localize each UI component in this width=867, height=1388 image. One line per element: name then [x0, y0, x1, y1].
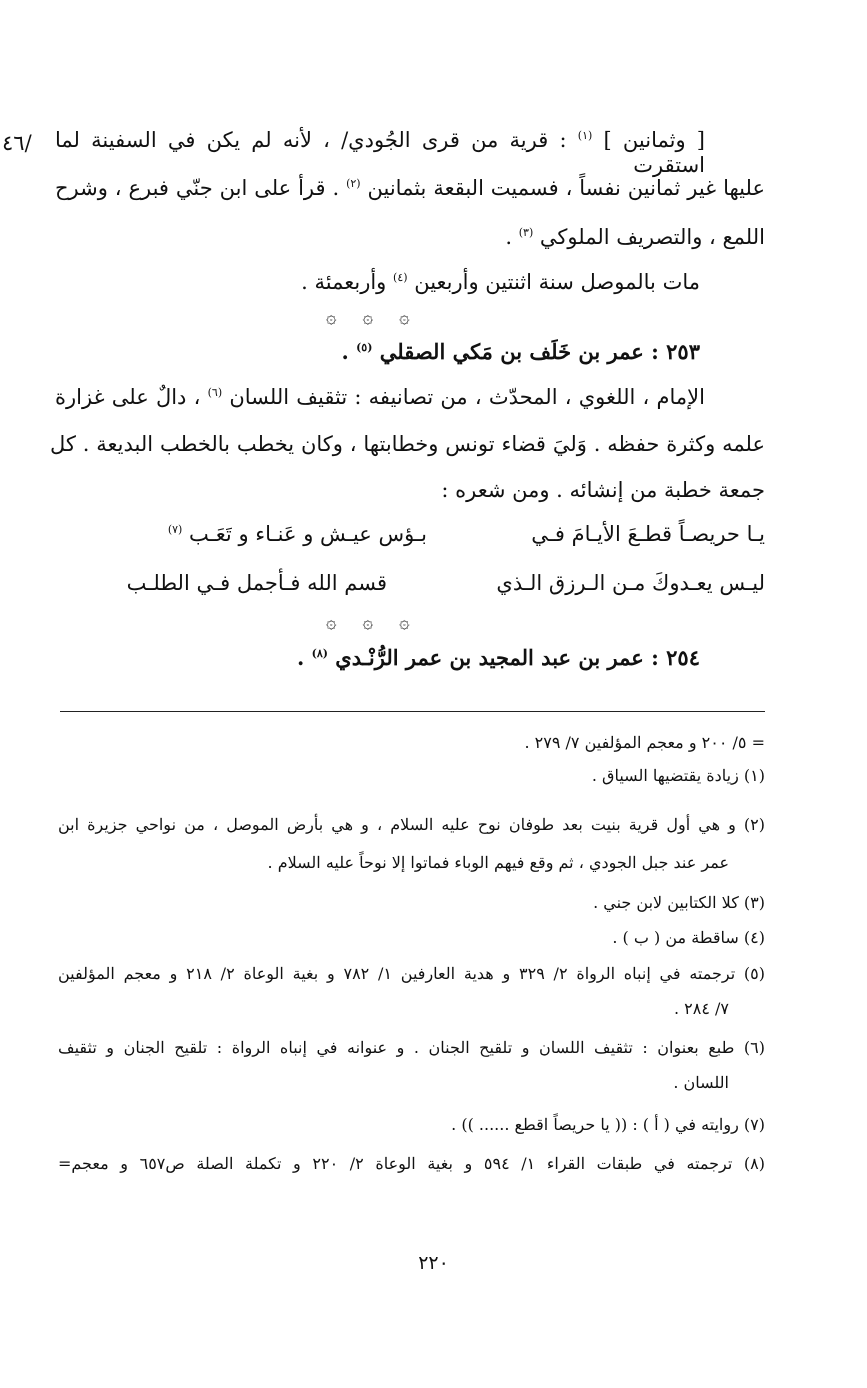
- text-segment: ٢٥٣ : عمر بن خَلَف بن مَكي الصقلي: [379, 339, 700, 364]
- footnote-3: (٣) كلا الكتابين لابن جني .: [593, 893, 765, 912]
- body-line-2: [55, 176, 765, 201]
- footnote-2-continued: عمر عند جبل الجودي ، ثم وقع فيهم الوباء فماتوا إلا نوحاً عليه السلام .: [267, 853, 729, 872]
- body-line-8: [441, 478, 765, 503]
- separator-ornament: ۞: [326, 612, 337, 633]
- text-segment: .: [505, 225, 513, 249]
- text-segment: بـؤس عيـش و عَنـاء و تَعَـب: [189, 522, 427, 546]
- separator-ornament: ۞: [362, 307, 374, 328]
- page-number: ٢٢٠: [418, 1252, 449, 1274]
- verse-1-first-hemistich: يـا حريصـاً قطـعَ الأيـامَ فـي: [531, 522, 765, 546]
- body-line-7: [50, 432, 765, 457]
- footnote-ref: (٨): [311, 647, 328, 660]
- footnote-ref: (٣): [518, 226, 534, 239]
- text-segment: . قرأ على ابن جنّي فبرع ، وشرح: [55, 176, 340, 200]
- footnote-ref: (٧): [167, 523, 183, 536]
- footnote-ref: (٥): [356, 341, 373, 354]
- verse-2-second-hemistich: قسم الله فـأجمل فـي الطلـب: [126, 571, 387, 595]
- text-segment: ، دالٌ على غزارة: [55, 385, 201, 409]
- footnote-ref: (١): [577, 129, 593, 142]
- text-segment: جمعة خطبة من إنشائه . ومن شعره :: [441, 478, 765, 502]
- text-segment: ٢٥٤ : عمر بن عبد المجيد بن عمر الرُّنْـدي: [335, 645, 700, 670]
- verse-2-first-hemistich: ليـس يعـدوكَ مـن الـرزق الـذي: [496, 571, 765, 595]
- body-line-1: [55, 128, 705, 178]
- text-segment: وأربعمئة .: [301, 270, 387, 294]
- footnote-5: (٥) ترجمته في إنباه الرواة ٢/ ٣٢٩ و هدية العارفين ١/ ٧٨٢ و بغية الوعاة ٢/ ٢١٨ و معجم المؤلفين: [58, 964, 765, 983]
- text-segment: علمه وكثرة حفظه . وَليَ قضاء تونس وخطابتها ، وكان يخطب بالخطب البديعة . كل: [50, 432, 765, 456]
- text-segment: عليها غير ثمانين نفساً ، فسميت البقعة بثمانين: [367, 176, 765, 200]
- entry-heading-253: [341, 339, 700, 364]
- body-line-4: [301, 270, 700, 295]
- footnote-ref: (٢): [346, 177, 361, 190]
- text-segment: اللمع ، والتصريف الملوكي: [539, 225, 765, 249]
- footnote-divider: [60, 711, 765, 712]
- footnote-5-continued: ٧/ ٢٨٤ .: [673, 999, 729, 1018]
- footnote-7: (٧) روايته في ( أ ) : (( يا حريصاً اقطع ...... )) .: [451, 1115, 765, 1134]
- separator-ornament: ۞: [326, 307, 337, 328]
- footnote-ref: (٦): [207, 386, 223, 399]
- separator-ornament: ۞: [399, 612, 410, 633]
- text-segment: [ وثمانين ]: [603, 128, 705, 152]
- footnote-2: (٢) و هي أول قرية بنيت بعد طوفان نوح عليه السلام ، و هي بأرض الموصل ، من نواحي جزيرة ابن: [58, 815, 766, 834]
- footnote-continuation: = ٥/ ٢٠٠ و معجم المؤلفين ٧/ ٢٧٩ .: [524, 733, 765, 752]
- footnote-6-continued: اللسان .: [673, 1073, 729, 1092]
- text-segment: : قرية من قرى الجُودي/ ، لأنه لم يكن في السفينة لما استقرت: [55, 128, 705, 178]
- body-line-3: [505, 225, 765, 250]
- separator-ornament: ۞: [362, 612, 374, 633]
- margin-page-marker: ٤٦/: [2, 131, 32, 155]
- section-separator: [326, 309, 410, 327]
- verse-1-second-hemistich: [168, 522, 427, 547]
- section-separator: [326, 614, 410, 632]
- footnote-6: (٦) طبع بعنوان : تثقيف اللسان و تلقيح الجنان . و عنوانه في إنباه الرواة : تلقيح الجنان و تثقيف: [58, 1038, 765, 1057]
- footnote-1: (١) زيادة يقتضيها السياق .: [591, 766, 765, 785]
- entry-heading-254: [297, 645, 700, 670]
- text-segment: .: [296, 645, 305, 670]
- footnote-8: (٨) ترجمته في طبقات القراء ١/ ٥٩٤ و بغية الوعاة ٢/ ٢٢٠ و تكملة الصلة ص٦٥٧ و معجم=: [58, 1154, 765, 1173]
- text-segment: .: [341, 339, 349, 364]
- text-segment: الإمام ، اللغوي ، المحدّث ، من تصانيفه : تثقيف اللسان: [229, 385, 705, 409]
- separator-ornament: ۞: [399, 307, 410, 328]
- body-line-6: [55, 385, 705, 410]
- footnote-ref: (٤): [393, 271, 408, 284]
- text-segment: مات بالموصل سنة اثنتين وأربعين: [414, 270, 700, 294]
- footnote-4: (٤) ساقطة من ( ب ) .: [612, 928, 765, 947]
